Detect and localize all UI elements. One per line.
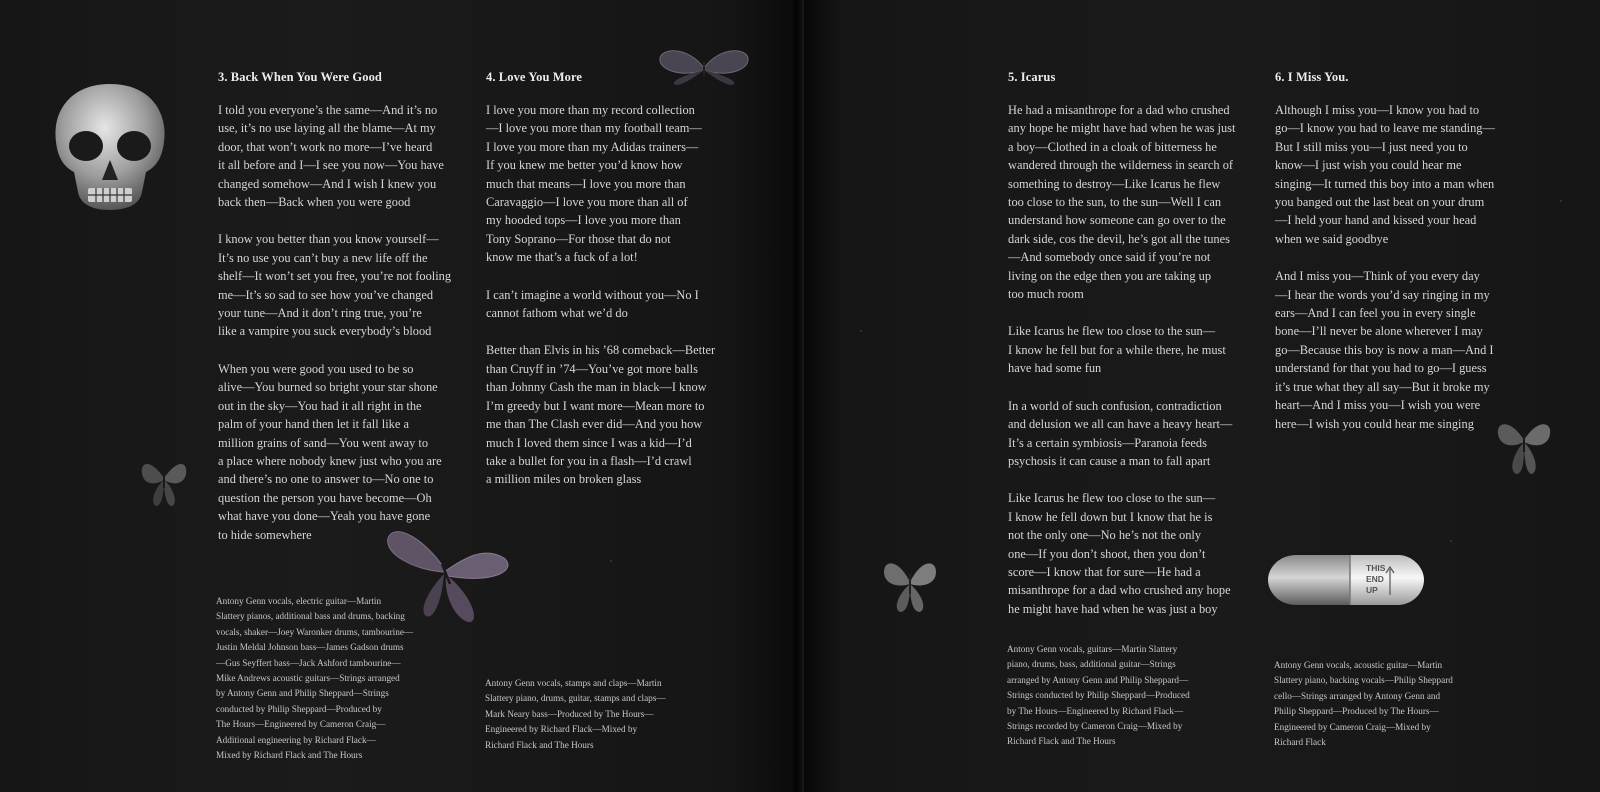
- skull-icon: [48, 80, 172, 218]
- lyric-stanza: I can’t imagine a world without you—No I cannot fathom what we’d do: [486, 287, 699, 321]
- lyric-stanza: I told you everyone’s the same—And it’s no use, it’s no use laying all the blame—At my door, that won’t work no more—I’ve heard it all before and I—I see you now—You have changed somehow—And I wish I knew you back then—Back when you were good: [218, 103, 444, 210]
- lyric-stanza: And I miss you—Think of you every day —I hear the words you’d say ringing in my ears—And I can feel you in every single bone—I’ll never be alone wherever I may go—Because this boy is now a man—And I understand for that you had to go—I guess it’s true what they all say—But it broke my heart—And I miss you—I wish you were here—I wish you could hear me singing: [1275, 269, 1494, 431]
- lyric-stanza: Better than Elvis in his ’68 comeback—Better than Cruyff in ’74—You’ve got more balls than Johnny Cash the man in black—I know I’m greedy but I want more—Mean more to me than The Clash ever did—And you how much I loved them since I was a kid—I’d take a bullet for you in a flash—I’d crawl a million miles on broken glass: [486, 343, 716, 487]
- song-column-icarus: [1008, 70, 1270, 637]
- pill-capsule-icon: [1266, 551, 1426, 609]
- song-title: 4. Love You More: [486, 70, 583, 84]
- song-credits: Antony Genn vocals, guitars—Martin Slattery piano, drums, bass, additional guitar—Strings arranged by Antony Genn and Philip Sheppard— Strings conducted by Philip Sheppard—Produced by The Hours—Engineered by Richard Flack— Strings recorded by Cameron Craig—Mixed by Richard Flack and The Hours: [1007, 644, 1190, 747]
- song-credits: Antony Genn vocals, stamps and claps—Martin Slattery piano, drums, guitar, stamps and claps— Mark Neary bass—Produced by The Hours— Engineered by Richard Flack—Mixed by Richard Flack and The Hours: [485, 678, 666, 750]
- dust-speck: [610, 560, 612, 562]
- lyric-stanza: Like Icarus he flew too close to the sun— I know he fell down but I know that he is not the only one—No he’s not the only one—If you don’t shoot, then you don’t score—I know that for sure—He had a misanthrope for a dad who crushed any hope he might have had when he was just a boy: [1008, 491, 1231, 616]
- pill-label-line: UP: [1366, 585, 1378, 595]
- lyric-stanza: I know you better than you know yourself— It’s no use you can’t buy a new life off the shelf—It won’t set you free, you’re not fooling me—It’s so sad to see how you’ve changed your tune—And it don’t ring true, you’re like a vampire you suck everybody’s blood: [218, 232, 452, 339]
- song-column-i-miss-you: [1275, 70, 1537, 452]
- butterfly-icon: [880, 550, 940, 616]
- booklet-spine: [790, 0, 804, 792]
- lyric-stanza: When you were good you used to be so alive—You burned so bright your star shone out in the sky—You had it all right in the palm of your hand then let it fall like a million grains of sand—You went away to a place where nobody knew just who you are and there’s no one to answer to—No one to question the person you have become—Oh what have you done—Yeah you have gone to hide somewhere: [218, 361, 442, 542]
- song-title: 3. Back When You Were Good: [218, 70, 382, 84]
- dust-speck: [860, 330, 862, 332]
- song-column-back-when-you-were-good: [218, 70, 480, 563]
- lyric-stanza: Although I miss you—I know you had to go—I know you had to leave me standing— But I still miss you—I just need you to know—I just wish you could hear me singing—It turned this boy into a man when you banged out the last beat on your drum —I held your hand and kissed your head when we said goodbye: [1275, 103, 1495, 246]
- pill-label-line: END: [1366, 574, 1384, 584]
- lyric-stanza: In a world of such confusion, contradiction and delusion we all can have a heavy heart— It’s a certain symbiosis—Paranoia feeds psychosis it can cause a man to fall apart: [1008, 398, 1233, 468]
- song-credits: Antony Genn vocals, electric guitar—Martin Slattery pianos, additional bass and drums, backing vocals, shaker—Joey Waronker drums, tambourine— Justin Meldal Johnson bass—James Gadson drums —Gus Seyffert bass—Jack Ashford tambourine— Mike Andrews acoustic guitars—Strings arranged by Antony Genn and Philip Sheppard—Strings conducted by Philip Sheppard—Produced by The Hours—Engineered by Cameron Craig— Additional engineering by Richard Flack— Mixed by Richard Flack and The Hours: [216, 596, 414, 761]
- song-title: 6. I Miss You.: [1275, 70, 1349, 84]
- pill-label-line: THIS: [1366, 563, 1386, 573]
- song-title: 5. Icarus: [1008, 70, 1056, 84]
- lyric-stanza: I love you more than my record collection —I love you more than my football team— I love you more than my Adidas trainers— If you knew me better you’d know how much that means—I love you more than Caravaggio—I love you more than all of my hooded tops—I love you more than Tony Soprano—For those that do not know me that’s a fuck of a lot!: [486, 103, 702, 265]
- lyric-stanza: He had a misanthrope for a dad who crushed any hope he might have had when he was just a boy—Clothed in a cloak of bitterness he wandered through the wilderness in search of something to destroy—Like Icarus he flew too close to the sun, to the sun—Well I can understand how someone can go over to the dark side, cos the devil, he’s got all the tunes —And somebody once said if you’re not living on the edge then you are taking up too much room: [1008, 103, 1236, 302]
- dust-speck: [1560, 200, 1562, 202]
- song-credits: Antony Genn vocals, acoustic guitar—Martin Slattery piano, backing vocals—Philip Sheppard cello—Strings arranged by Antony Genn and Philip Sheppard—Produced by The Hours— Engineered by Cameron Craig—Mixed by Richard Flack: [1274, 660, 1453, 748]
- lyric-stanza: Like Icarus he flew too close to the sun— I know he fell but for a while there, he must have had some fun: [1008, 324, 1226, 376]
- dust-speck: [1450, 540, 1452, 542]
- song-column-love-you-more: [486, 70, 748, 508]
- butterfly-icon: [136, 448, 192, 510]
